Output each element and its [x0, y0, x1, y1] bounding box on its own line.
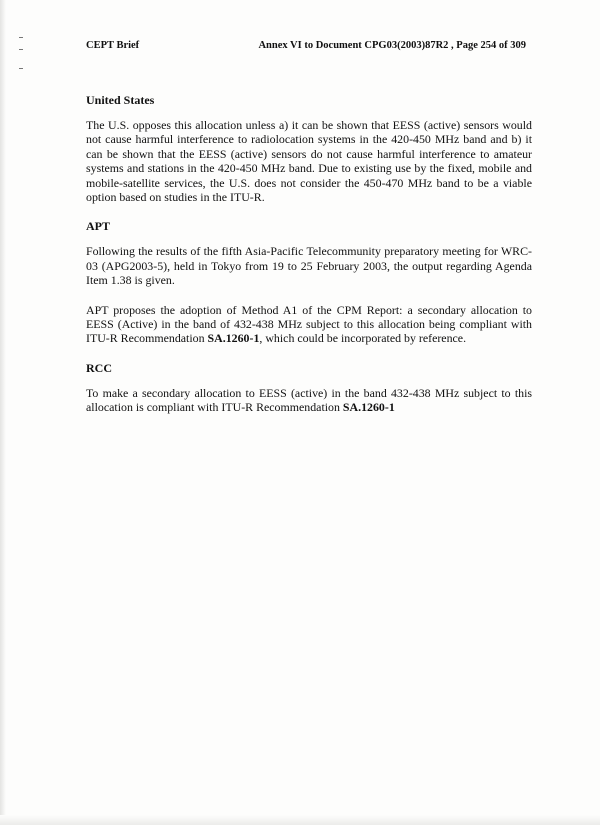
section-heading-united-states: United States	[86, 93, 155, 107]
scan-mark	[19, 49, 23, 50]
united-states-paragraph: The U.S. opposes this allocation unless a) it can be shown that EESS (active) sensors would not cause harmful interference to radiolocation systems in the 420-450 MHz band and b) it can be shown that the EESS (active) sensors do not cause harmful interference to amateur systems and stations in the 420-450 MHz band. Due to existing use by the fixed, mobile and mobile-satellite services, the U.S. does not consider the 450-470 MHz band to be a viable option based on studies in the ITU-R.	[86, 118, 532, 205]
document-body	[86, 93, 532, 430]
recommendation-ref: SA.1260-1	[342, 400, 395, 415]
scan-edge-shadow	[0, 0, 6, 825]
scan-bottom-shade	[0, 815, 600, 825]
section-heading-apt: APT	[86, 219, 110, 234]
apt-para2-text: APT proposes the adoption of Method A1 of the CPM Report: a secondary allocation to EESS (Active) in the band of 432-438 MHz subject to this allocation being compliant with ITU-R Recommendation	[86, 302, 532, 346]
rcc-para-text: To make a secondary allocation to EESS (active) in the band 432-438 MHz subject to this allocation is compliant with ITU-R Recommendation	[86, 385, 532, 415]
scan-mark	[19, 37, 23, 38]
scan-mark	[19, 68, 23, 69]
apt-para2-tail: , which could be incorporated by reference.	[259, 331, 467, 346]
section-heading-rcc: RCC	[86, 360, 112, 375]
header-right: Annex VI to Document CPG03(2003)87R2 , Page 254 of 309	[258, 40, 526, 51]
apt-paragraph-1: Following the results of the fifth Asia-Pacific Telecommunity preparatory meeting for WRC-03 (APG2003-5), held in Tokyo from 19 to 25 February 2003, the output regarding Agenda Item 1.38 is given.	[86, 244, 532, 288]
apt-paragraph-2	[86, 303, 532, 346]
rcc-paragraph	[86, 386, 532, 415]
header-left: CEPT Brief	[86, 40, 140, 51]
recommendation-ref: SA.1260-1	[207, 331, 260, 346]
